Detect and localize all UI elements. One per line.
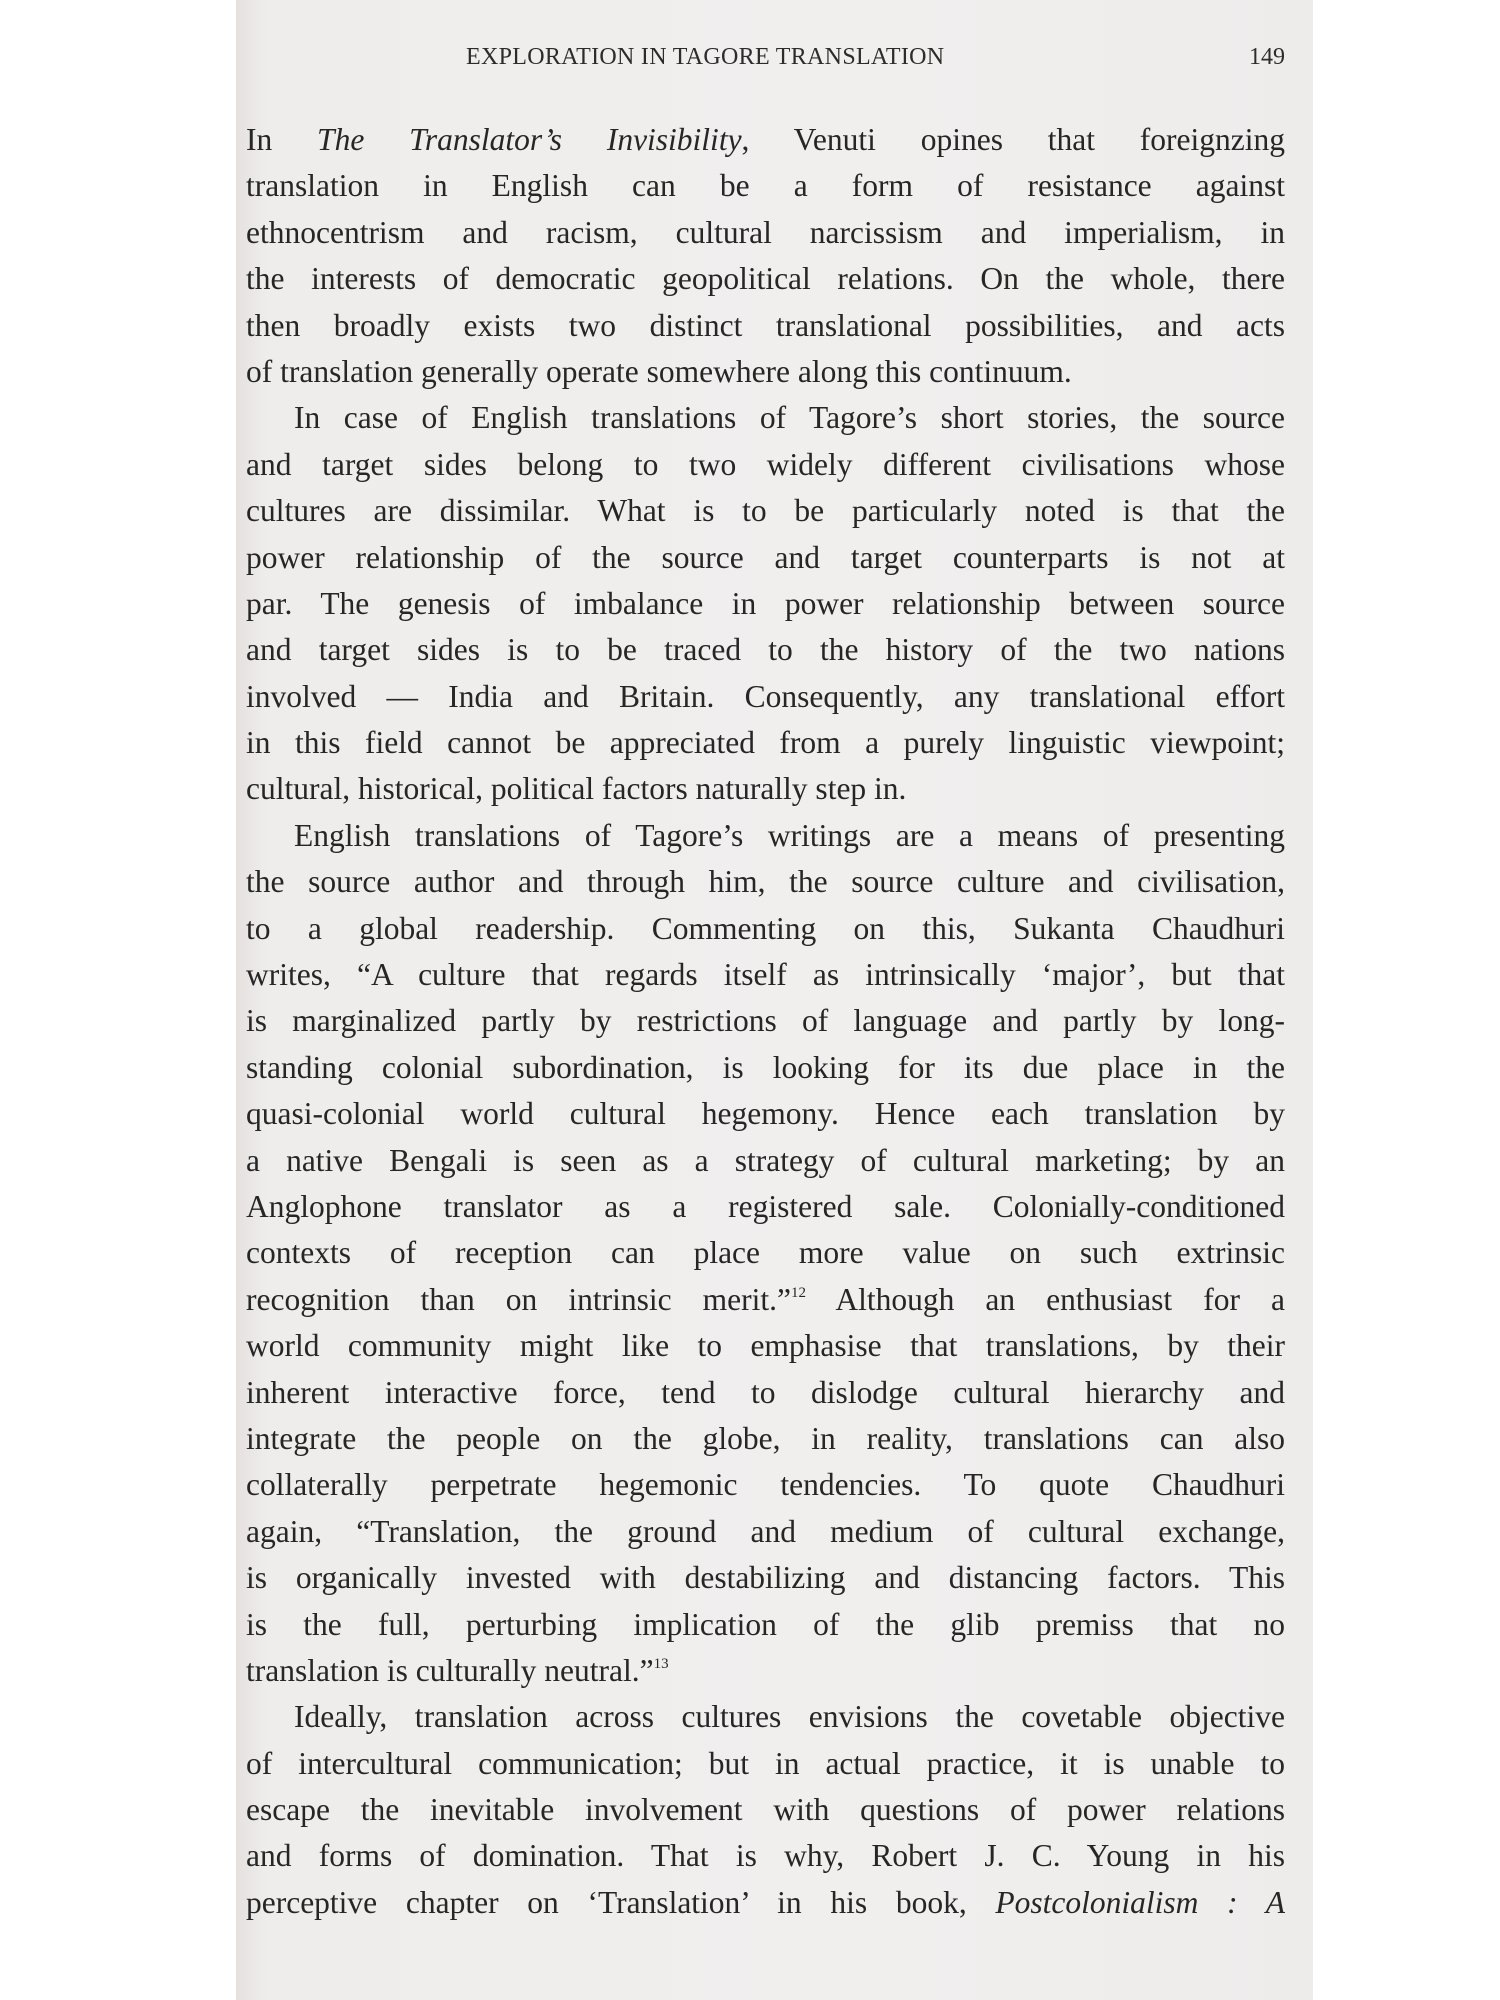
- text-line: [246, 1370, 1285, 1416]
- paragraph: [246, 117, 1285, 395]
- text-segment: and target sides is to be traced to the history of the two nations: [246, 632, 1285, 668]
- text-segment: contexts of reception can place more value on such extrinsic: [246, 1235, 1285, 1271]
- text-line: [246, 1230, 1285, 1276]
- text-segment: is the full, perturbing implication of the glib premiss that no: [246, 1606, 1285, 1642]
- paragraph: [246, 1694, 1285, 1926]
- text-segment: Although an enthusiast for a: [806, 1281, 1285, 1317]
- text-segment: cultural, historical, political factors naturally step in.: [246, 771, 907, 807]
- text-segment: Anglophone translator as a registered sale. Colonially-conditioned: [246, 1188, 1285, 1224]
- text-line: [246, 395, 1285, 441]
- text-segment: inherent interactive force, tend to dislodge cultural hierarchy and: [246, 1374, 1285, 1410]
- text-line: [246, 1602, 1285, 1648]
- text-line: [246, 349, 1285, 395]
- text-line: [246, 1462, 1285, 1508]
- paragraph: [246, 395, 1285, 813]
- text-line: [246, 859, 1285, 905]
- text-line: [246, 1694, 1285, 1740]
- text-segment: translation is culturally neutral.”: [246, 1652, 654, 1688]
- text-segment: integrate the people on the globe, in reality, translations can also: [246, 1420, 1285, 1456]
- running-title: EXPLORATION IN TAGORE TRANSLATION: [466, 44, 945, 70]
- text-segment: the interests of democratic geopolitical relations. On the whole, there: [246, 261, 1285, 297]
- text-segment: perceptive chapter on ‘Translation’ in his book,: [246, 1884, 996, 1920]
- text-segment: standing colonial subordination, is looking for its due place in the: [246, 1049, 1285, 1085]
- page-header: [246, 44, 1285, 78]
- text-segment: world community might like to emphasise that translations, by their: [246, 1328, 1285, 1364]
- text-line: [246, 1045, 1285, 1091]
- text-segment: is organically invested with destabilizing and distancing factors. This: [246, 1560, 1285, 1596]
- text-segment: power relationship of the source and target counterparts is not at: [246, 539, 1285, 575]
- text-segment: collaterally perpetrate hegemonic tendencies. To quote Chaudhuri: [246, 1467, 1285, 1503]
- text-line: [246, 210, 1285, 256]
- text-segment: involved — India and Britain. Consequently, any translational effort: [246, 678, 1285, 714]
- text-line: [246, 163, 1285, 209]
- text-segment: writes, “A culture that regards itself as intrinsically ‘major’, but that: [246, 957, 1285, 993]
- text-line: [246, 998, 1285, 1044]
- text-line: [246, 952, 1285, 998]
- text-segment: then broadly exists two distinct translational possibilities, and acts: [246, 307, 1285, 343]
- italic-title: Postcolonialism : A: [995, 1884, 1285, 1920]
- text-line: [246, 1416, 1285, 1462]
- text-line: [246, 627, 1285, 673]
- text-line: [246, 1323, 1285, 1369]
- text-line: [246, 1787, 1285, 1833]
- text-segment: in this field cannot be appreciated from a purely linguistic viewpoint;: [246, 725, 1285, 761]
- text-segment: the source author and through him, the source culture and civilisation,: [246, 864, 1285, 900]
- text-line: [246, 1138, 1285, 1184]
- text-segment: quasi-colonial world cultural hegemony. Hence each translation by: [246, 1096, 1285, 1132]
- text-line: [246, 720, 1285, 766]
- footnote-marker: 12: [791, 1284, 806, 1301]
- text-segment: of intercultural communication; but in actual practice, it is unable to: [246, 1745, 1285, 1781]
- text-segment: to a global readership. Commenting on this, Sukanta Chaudhuri: [246, 910, 1285, 946]
- text-line: [246, 442, 1285, 488]
- text-line: [246, 1555, 1285, 1601]
- text-segment: is marginalized partly by restrictions of language and partly by long-: [246, 1003, 1285, 1039]
- text-line: [246, 1509, 1285, 1555]
- text-line: [246, 674, 1285, 720]
- text-segment: and forms of domination. That is why, Robert J. C. Young in his: [246, 1838, 1285, 1874]
- text-line: [246, 1648, 1285, 1694]
- text-line: [246, 303, 1285, 349]
- text-line: [246, 1833, 1285, 1879]
- text-line: [246, 1741, 1285, 1787]
- text-line: [246, 581, 1285, 627]
- text-segment: again, “Translation, the ground and medium of cultural exchange,: [246, 1513, 1285, 1549]
- footnote-marker: 13: [653, 1655, 669, 1672]
- text-line: [246, 117, 1285, 163]
- page-number: 149: [1249, 44, 1285, 70]
- text-segment: translation in English can be a form of resistance against: [246, 168, 1285, 204]
- text-segment: and target sides belong to two widely different civilisations whose: [246, 446, 1285, 482]
- text-segment: cultures are dissimilar. What is to be particularly noted is that the: [246, 493, 1285, 529]
- text-line: [246, 488, 1285, 534]
- text-segment: escape the inevitable involvement with questions of power relations: [246, 1792, 1285, 1828]
- text-segment: of translation generally operate somewhere along this continuum.: [246, 353, 1072, 389]
- text-segment: , Venuti opines that foreignzing: [741, 122, 1285, 157]
- text-line: [246, 1880, 1285, 1926]
- text-line: [246, 906, 1285, 952]
- text-segment: Ideally, translation across cultures envisions the covetable objective: [294, 1699, 1285, 1735]
- text-segment: recognition than on intrinsic merit.”: [246, 1281, 791, 1317]
- text-segment: par. The genesis of imbalance in power relationship between source: [246, 585, 1285, 621]
- text-segment: ethnocentrism and racism, cultural narcissism and imperialism, in: [246, 214, 1285, 250]
- text-line: [246, 766, 1285, 812]
- paragraph: [246, 813, 1285, 1694]
- text-line: [246, 813, 1285, 859]
- italic-title: The Translator’s Invisibility: [317, 122, 742, 157]
- text-line: [246, 256, 1285, 302]
- text-line: [246, 535, 1285, 581]
- text-line: [246, 1277, 1285, 1323]
- text-segment: a native Bengali is seen as a strategy of cultural marketing; by an: [246, 1142, 1285, 1178]
- text-segment: In case of English translations of Tagore’s short stories, the source: [294, 400, 1285, 436]
- body-text: [246, 117, 1285, 1926]
- text-segment: In: [246, 122, 318, 157]
- text-line: [246, 1091, 1285, 1137]
- text-line: [246, 1184, 1285, 1230]
- text-segment: English translations of Tagore’s writings are a means of presenting: [294, 817, 1285, 853]
